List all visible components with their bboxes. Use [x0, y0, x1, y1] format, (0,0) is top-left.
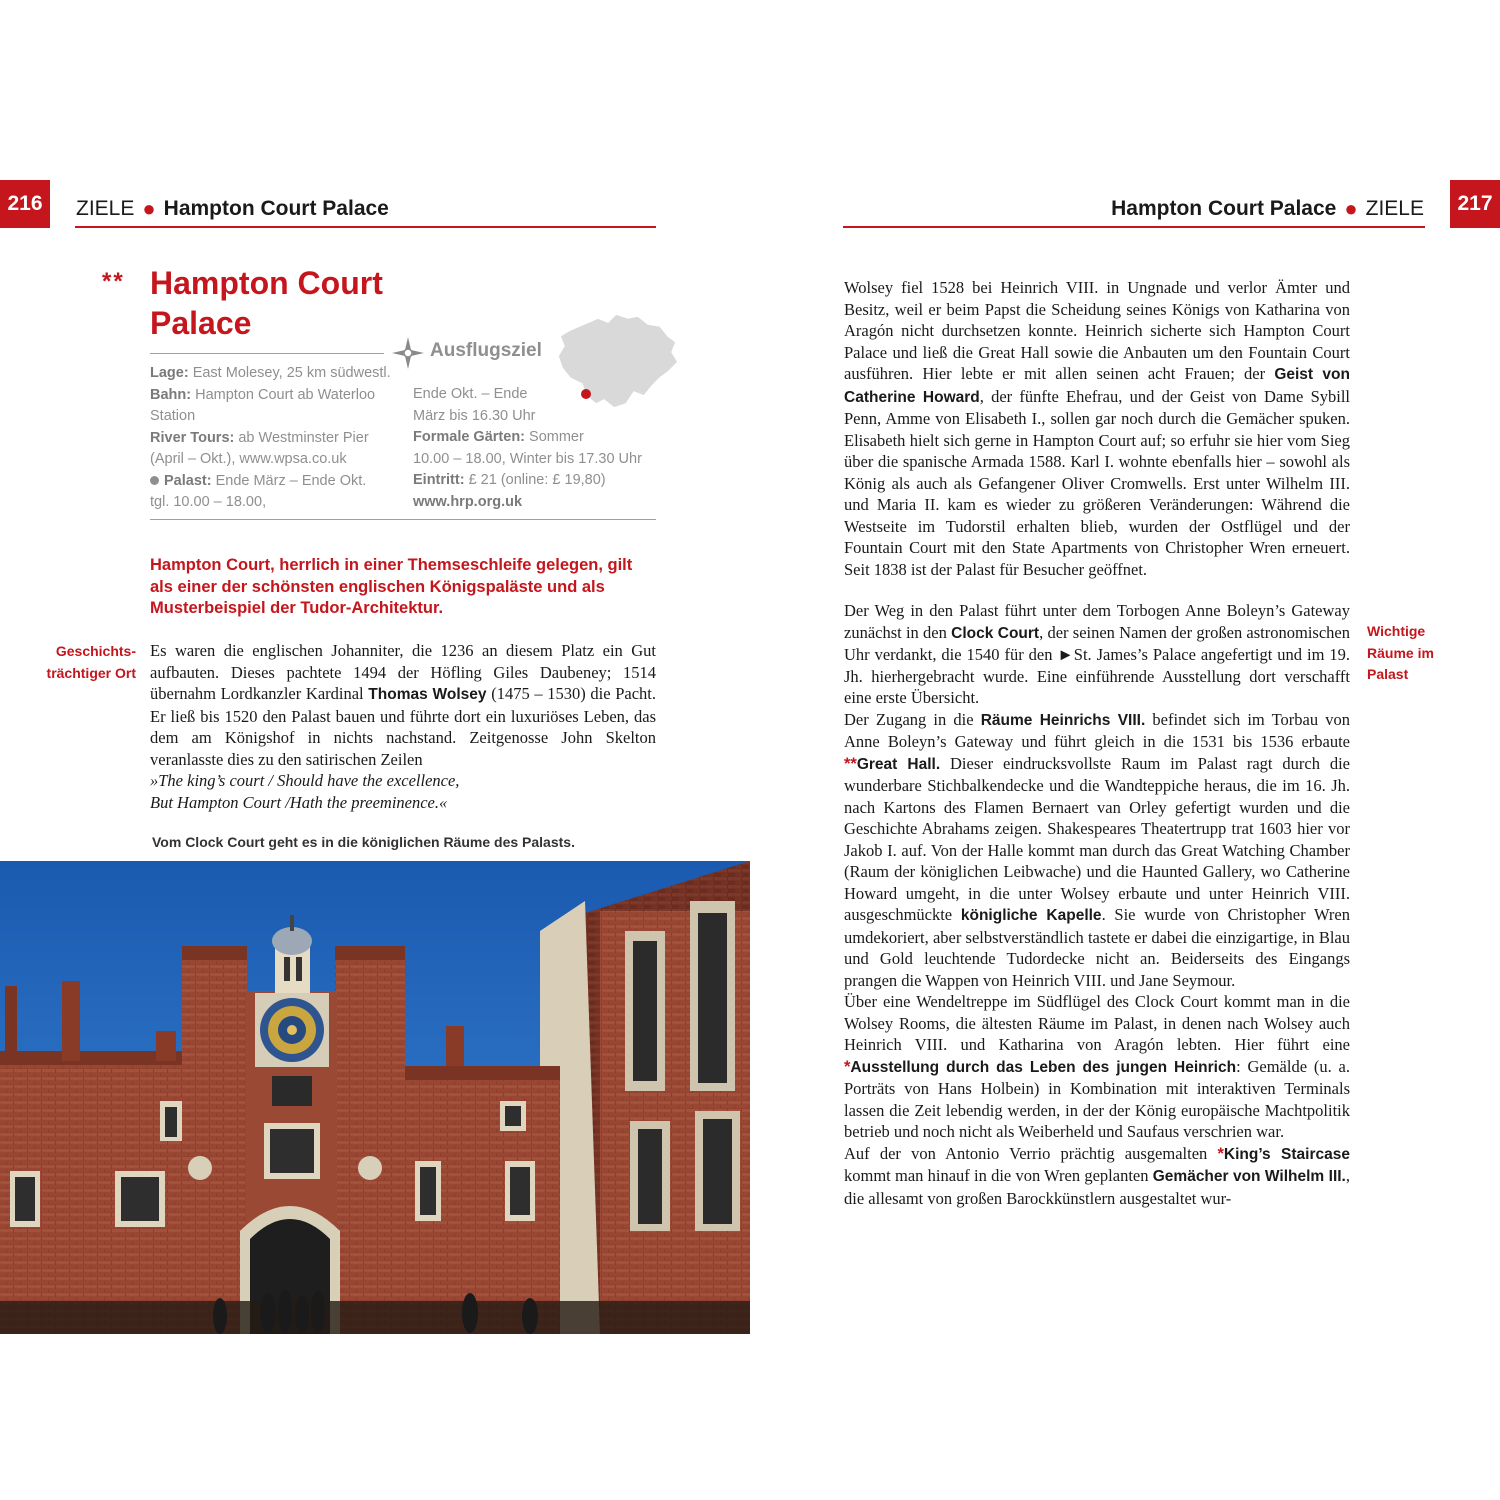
margin-note-left [20, 641, 136, 684]
paragraph: Wolsey fiel 1528 bei Heinrich VIII. in Ungnade und verlor Ämter und Besitz, weil er beim Papst die Scheidung seines Königs von Katharina von Aragón nicht durchsetzen konnte. Heinrich sicherte sich Hampton Court Palace und ließ die Great Hall sowie die Anbauten um den Fountain Court ausführen. Hier lebte er mit allen seinen acht Frauen; der Geist von Catherine Howard, der fünfte Ehefrau, und der Geist von Dame Sybill Penn, Amme von Elisabeth I., sollen gar noch durch die Gemächer spuken. Elisabeth hielt sich gerne in Hampton Court auf; so erfuhr sie hier vom Sieg über die spanische Armada 1588. Karl I. wohnte ebenfalls hier – sowohl als König als auch als Gefangener Oliver Cromwells. Erst unter Wilhelm III. und Maria II. kam es wieder zu größeren Veränderungen: Während die Westseite im Tudorstil erhalten blieb, wurden der Ostflügel und der Fountain Court mit den State Apartments von Christopher Wren erneuert. Seit 1838 ist der Palast für Besucher geöffnet. [844, 278, 1350, 579]
margin-note-right [1367, 621, 1477, 686]
page-title [150, 263, 383, 343]
title-line: Hampton Court [150, 265, 383, 301]
info-rule-top [150, 353, 384, 354]
header-section: ZIELE [76, 197, 135, 220]
info-line: (April – Okt.), www.wpsa.co.uk [150, 451, 347, 467]
paragraph: Der Weg in den Palast führt unter dem Torbogen Anne Boleyn’s Gateway zunächst in den Clock Court, der seinen Namen der großen astronomischen Uhr verdankt, die 1540 für den ►St. James’s Palace angefertigt und im 19. Jh. hierhergebracht wurde. Eine einführende Ausstellung dort verschafft eine erste Übersicht. [844, 601, 1350, 707]
info-line: tgl. 10.00 – 18.00, [150, 494, 267, 510]
paragraph: Über eine Wendeltreppe im Südflügel des Clock Court kommt man in die Wolsey Rooms, die ältesten Räume im Palast, in denen nach Wolsey auch Heinrich VIII. und Katharina von Aragón lebten. Hier führt eine *Ausstellung durch das Leben des jungen Heinrich: Gemälde (u. a. Porträts von Hans Holbein) in Kombination mit interaktiven Terminals lassen die Zeit lebendig werden, in der der König europäische Machtpolitik betrieb und noch nicht als Weiberheld und Saufaus verschrien war. [844, 992, 1350, 1141]
header-rule-left [75, 226, 656, 228]
paragraph: Es waren die englischen Johanniter, die 1236 an diesem Platz ein Gut aufbauten. Dieses pachtete 1494 der Höfling Giles Daubeney; 1514 übernahm Lordkanzler Kardinal Thomas Wolsey (1475 – 1530) die Pacht. Er ließ bis 1520 den Palast bauen und führte dort ein luxuriöses Leben, das dem am Königshof in nichts nachstand. Zeitgenosse John Skelton veranlasste dies zu den satirischen Zeilen [150, 641, 656, 769]
info-line: März bis 16.30 Uhr [413, 407, 536, 424]
header-title: Hampton Court Palace [163, 197, 389, 220]
rating-stars: ** [102, 268, 125, 295]
margin-note-line: Palast [1367, 666, 1409, 682]
header-rule-right [843, 226, 1425, 228]
body-left [150, 640, 656, 813]
info-column-left [150, 363, 400, 514]
margin-note-line: Wichtige [1367, 623, 1426, 639]
bullet-dot-icon: ● [1344, 196, 1358, 221]
bullet-dot-icon: ● [142, 196, 156, 221]
margin-note-line: trächtiger Ort [46, 664, 136, 681]
photo-caption: Vom Clock Court geht es in die königlichen Räume des Palasts. [152, 834, 575, 850]
header-title: Hampton Court Palace [1111, 197, 1337, 220]
info-line: River Tours: ab Westminster Pier [150, 429, 369, 446]
quote-line: But Hampton Court /Hath the preeminence.« [150, 792, 448, 812]
page-number-right: 217 [1450, 180, 1500, 228]
lead-paragraph: Hampton Court, herrlich in einer Themseschleife gelegen, gilt als einer der schönsten englischen Königspaläste und als Musterbeispiel der Tudor-Architektur. [150, 556, 633, 617]
info-line: Ende Okt. – Ende [413, 386, 528, 402]
info-column-right [413, 384, 658, 513]
running-header-left [76, 194, 389, 224]
info-line: Palast: Ende März – Ende Okt. [150, 471, 400, 493]
website-link[interactable]: www.hrp.org.uk [413, 493, 523, 510]
page-number-left: 216 [0, 180, 50, 228]
info-line: Station [150, 408, 196, 424]
margin-note-line: Geschichts- [55, 643, 136, 659]
running-header-right [1111, 194, 1424, 224]
info-line: 10.00 – 18.00, Winter bis 17.30 Uhr [413, 450, 642, 467]
header-section: ZIELE [1365, 197, 1424, 220]
title-line: Palace [150, 305, 252, 341]
info-line: Formale Gärten: Sommer [413, 429, 584, 445]
info-rule-bottom [150, 519, 656, 520]
info-line: Eintritt: £ 21 (online: £ 19,80) [413, 472, 606, 488]
clock-icon [150, 476, 159, 485]
quote-line: »The king’s court / Should have the excellence, [150, 771, 460, 790]
body-right [844, 277, 1350, 1209]
info-line: Lage: East Molesey, 25 km südwestl. [150, 365, 391, 381]
margin-note-line: Räume im [1367, 644, 1434, 661]
paragraph: Der Zugang in die Räume Heinrichs VIII. befindet sich im Torbau von Anne Boleyn’s Gateway und führt gleich in die 1531 bis 1536 erbaute **Great Hall. Dieser eindrucksvollste Raum im Palast ragt durch die wunderbare Stichbalkendecke und die Wandteppiche heraus, die im 16. Jh. nach Kartons des Flamen Bernaert van Orley gefertigt wurden und die Geschichte Abrahams zeigen. Shakespeares Theatertrupp trat 1603 hier vor Jakob I. auf. Von der Halle kommt man durch das Great Watching Chamber (Raum der königlichen Leibwache) und die Haunted Gallery, wo Catherine Howard umgeht, in die unter Wolsey erbaute und unter Heinrich VIII. ausgeschmückte königliche Kapelle. Sie wurde von Christopher Wren umdekoriert, aber selbstverständlich tastete er dabei die einzigartige, in Blau und Gold leuchtende Tudordecke nicht an. Beiderseits des Eingangs prangen die Wappen von Heinrich VIII. und Jane Seymour. [844, 709, 1350, 990]
info-line: Bahn: Hampton Court ab Waterloo [150, 386, 376, 403]
category-label: Ausflugsziel [430, 340, 542, 361]
paragraph: Auf der von Antonio Verrio prächtig ausgemalten *King’s Staircase kommt man hinauf in die von Wren geplanten Gemächer von Wilhelm III., die allesamt von großen Barockkünstlern ausgestaltet wur- [844, 1143, 1350, 1208]
palace-photo [0, 861, 750, 1334]
